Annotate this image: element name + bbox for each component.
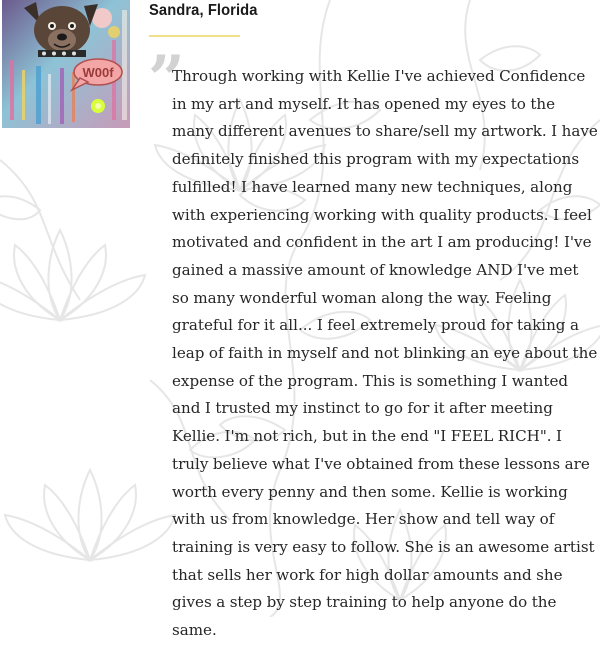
author-artwork-image [2,0,130,128]
author-underline-divider [149,35,240,37]
testimonial-quote-text: Through working with Kellie I've achieved Confidence in my art and myself. It has opened my eyes to the many different avenues to share/sell my artwork. I have definitely finished this program with my expectations fulfilled! I have learned many new techniques, along with experiencing working with quality products. I feel motivated and confident in the art I am producing! I've gained a massive amount of knowledge AND I've met so many wonderful woman along the way. Feeling grateful for it all... I feel extremely proud for taking a leap of faith in myself and not blinking an eye about the expense of the program. This is something I wanted and I trusted my instinct to go for it after meeting Kellie. I'm not rich, but in the end "I FEEL RICH". I truly believe what I've obtained from these lessons are worth every penny and then some. Kellie is working with us from knowledge. Her show and tell way of training is very easy to follow. She is an awesome artist that sells her work for high dollar amounts and she gives a step by step training to help anyone do the same. [172,67,598,640]
quote-icon: ” [148,42,185,117]
artwork-speech-text: W00f [82,65,114,80]
author-name: Sandra, Florida [149,2,258,19]
